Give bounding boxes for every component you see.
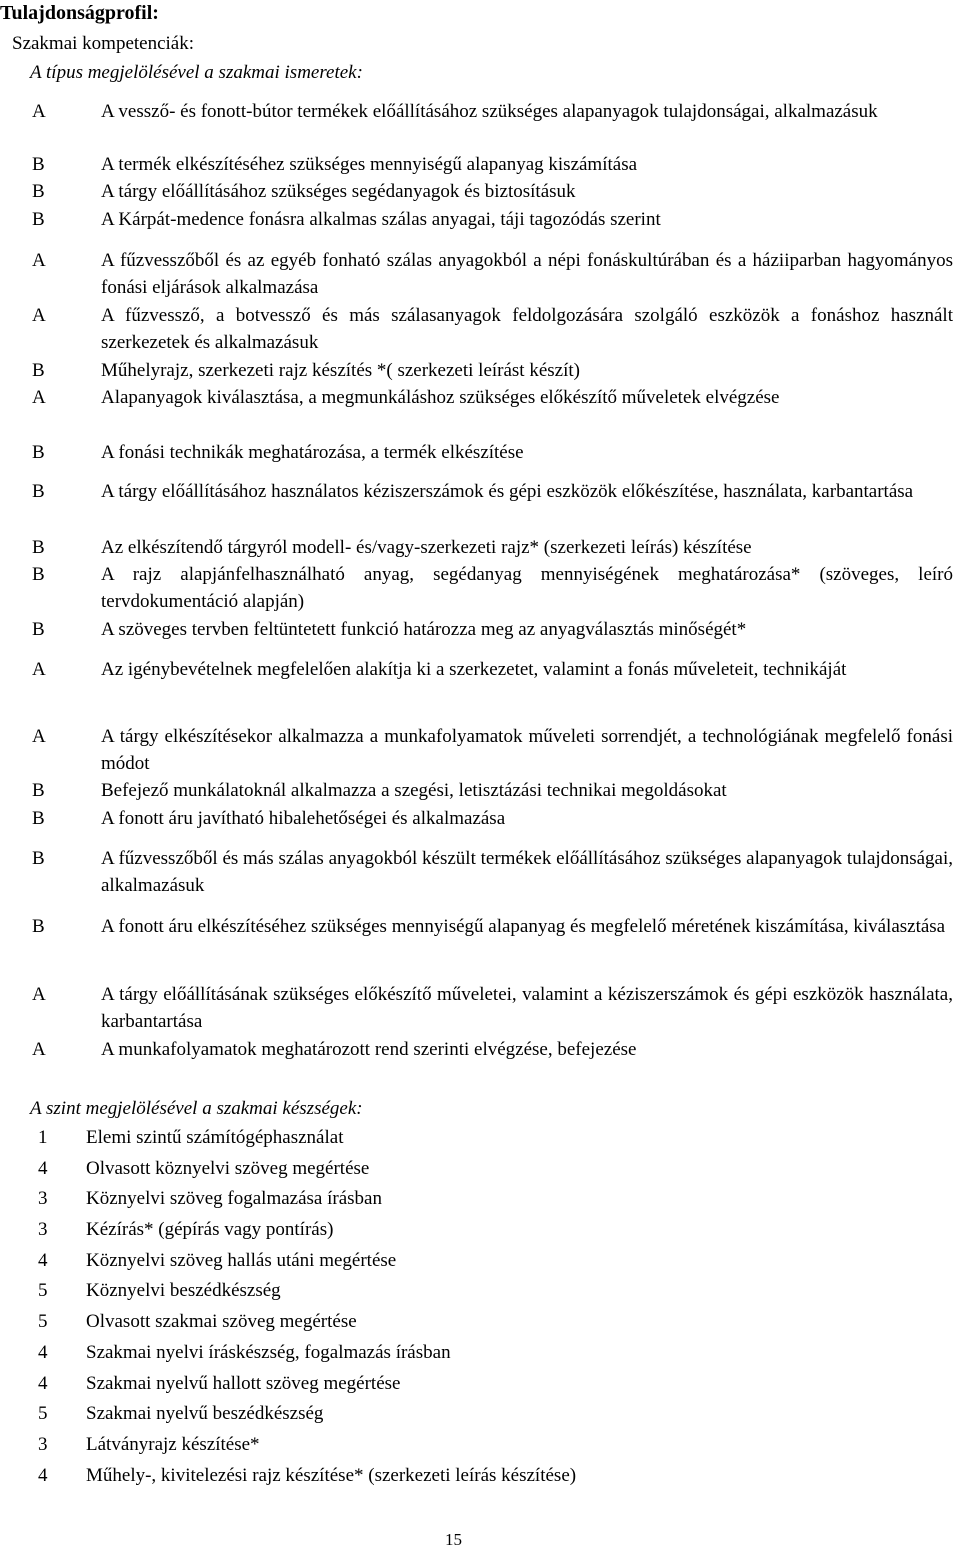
knowledge-type: A — [32, 305, 46, 326]
knowledge-text: A fonott áru elkészítéséhez szükséges mennyiségű alapanyag és megfelelő méretének kiszámítása, kiválasztása — [101, 916, 946, 937]
knowledge-type: B — [32, 780, 45, 801]
list-item — [0, 1216, 960, 1246]
knowledge-text: A fonott áru javítható hibalehetőségei és alkalmazása — [101, 808, 506, 829]
knowledge-type: B — [32, 209, 45, 230]
skill-level: 3 — [38, 1434, 48, 1455]
skills-heading: A szint megjelölésével a szakmai készségek: — [30, 1098, 363, 1119]
list-item — [0, 1124, 960, 1154]
skill-text: Olvasott köznyelvi szöveg megértése — [86, 1158, 370, 1179]
skill-level: 3 — [38, 1219, 48, 1240]
knowledge-text: A rajz alapjánfelhasználható anyag, segédanyag mennyiségének meghatározása* (szöveges, leíró tervdokumentáció alapján) — [101, 564, 953, 612]
knowledge-type: B — [32, 181, 45, 202]
skill-level: 4 — [38, 1465, 48, 1486]
skill-level: 4 — [38, 1158, 48, 1179]
list-item — [0, 1462, 960, 1492]
knowledge-text: A Kárpát-medence fonásra alkalmas szálas anyagai, táji tagozódás szerint — [101, 209, 661, 230]
knowledge-text: A termék elkészítéséhez szükséges mennyiségű alapanyag kiszámítása — [101, 154, 638, 175]
skill-text: Elemi szintű számítógéphasználat — [86, 1127, 344, 1148]
list-item — [0, 1339, 960, 1369]
knowledge-text: Befejező munkálatoknál alkalmazza a szegési, letisztázási technikai megoldásokat — [101, 780, 727, 801]
list-item — [0, 1247, 960, 1277]
knowledge-type: A — [32, 984, 46, 1005]
skill-text: Köznyelvi beszédkészség — [86, 1280, 281, 1301]
knowledge-type: B — [32, 537, 45, 558]
knowledge-type: B — [32, 442, 45, 463]
skill-text: Kézírás* (gépírás vagy pontírás) — [86, 1219, 334, 1240]
knowledge-type: B — [32, 848, 45, 869]
knowledge-text: A szöveges tervben feltüntetett funkció határozza meg az anyagválasztás minőségét* — [101, 619, 747, 640]
knowledge-type: A — [32, 659, 46, 680]
skill-text: Köznyelvi szöveg hallás utáni megértése — [86, 1250, 397, 1271]
skill-level: 4 — [38, 1373, 48, 1394]
list-item — [0, 1431, 960, 1461]
skill-level: 5 — [38, 1403, 48, 1424]
knowledge-type: A — [32, 726, 46, 747]
knowledge-text: A tárgy előállításának szükséges előkészítő műveletei, valamint a kéziszerszámok és gépi eszközök használata, karbantartása — [101, 984, 953, 1032]
skill-text: Olvasott szakmai szöveg megértése — [86, 1311, 357, 1332]
skill-text: Szakmai nyelvű hallott szöveg megértése — [86, 1373, 401, 1394]
knowledge-text: A fűzvessző, a botvessző és más szálasanyagok feldolgozására szolgáló eszközök a fonáshoz használt szerkezetek és alkalmazásuk — [101, 305, 953, 353]
knowledge-text: A fonási technikák meghatározása, a termék elkészítése — [101, 442, 524, 463]
knowledge-text: A munkafolyamatok meghatározott rend szerinti elvégzése, befejezése — [101, 1039, 637, 1060]
skill-level: 4 — [38, 1250, 48, 1271]
skill-level: 5 — [38, 1311, 48, 1332]
list-item — [0, 1308, 960, 1338]
skill-text: Szakmai nyelvű beszédkészség — [86, 1403, 324, 1424]
knowledge-text: A tárgy előállításához szükséges segédanyagok és biztosításuk — [101, 181, 576, 202]
knowledge-type: B — [32, 154, 45, 175]
knowledge-text: A tárgy elkészítésekor alkalmazza a munkafolyamatok műveleti sorrendjét, a technológiának megfelelő fonási módot — [101, 726, 953, 774]
section-heading: Szakmai kompetenciák: — [12, 33, 195, 54]
knowledge-text: Az igénybevételnek megfelelően alakítja ki a szerkezetet, valamint a fonás műveleteit, technikáját — [101, 659, 847, 680]
skill-level: 1 — [38, 1127, 48, 1148]
page-title: Tulajdonságprofil: — [0, 2, 159, 24]
knowledge-type: B — [32, 564, 45, 585]
knowledge-heading: A típus megjelölésével a szakmai ismeretek: — [30, 62, 363, 83]
list-item — [0, 1370, 960, 1400]
knowledge-text: Műhelyrajz, szerkezeti rajz készítés *( szerkezeti leírást készít) — [101, 360, 580, 381]
knowledge-type: A — [32, 101, 46, 122]
list-item — [0, 1400, 960, 1430]
page-number: 15 — [445, 1530, 462, 1549]
knowledge-text: A fűzvesszőből és más szálas anyagokból készült termékek előállításához szükséges alapanyagok tulajdonságai, alkalmazásuk — [101, 848, 953, 896]
skill-level: 4 — [38, 1342, 48, 1363]
knowledge-text: A tárgy előállításához használatos kéziszerszámok és gépi eszközök előkészítése, használata, karbantartása — [101, 481, 914, 502]
list-item — [0, 1185, 960, 1215]
knowledge-text: A vessző- és fonott-bútor termékek előállításához szükséges alapanyagok tulajdonságai, alkalmazásuk — [101, 101, 878, 122]
skill-text: Szakmai nyelvi íráskészség, fogalmazás írásban — [86, 1342, 451, 1363]
skill-text: Látványrajz készítése* — [86, 1434, 260, 1455]
knowledge-type: B — [32, 360, 45, 381]
skill-text: Köznyelvi szöveg fogalmazása írásban — [86, 1188, 382, 1209]
knowledge-text: Az elkészítendő tárgyról modell- és/vagy-szerkezeti rajz* (szerkezeti leírás) készítése — [101, 537, 752, 558]
knowledge-type: A — [32, 1039, 46, 1060]
knowledge-type: A — [32, 250, 46, 271]
knowledge-text: A fűzvesszőből és az egyéb fonható szálas anyagokból a népi fonáskultúrában és a háziiparban hagyományos fonási eljárások alkalmazása — [101, 250, 953, 298]
knowledge-type: B — [32, 481, 45, 502]
knowledge-type: B — [32, 916, 45, 937]
list-item — [0, 1277, 960, 1307]
skill-text: Műhely-, kivitelezési rajz készítése* (szerkezeti leírás készítése) — [86, 1465, 577, 1486]
list-item — [0, 1155, 960, 1185]
knowledge-type: B — [32, 619, 45, 640]
skill-level: 5 — [38, 1280, 48, 1301]
knowledge-type: B — [32, 808, 45, 829]
knowledge-text: Alapanyagok kiválasztása, a megmunkáláshoz szükséges előkészítő műveletek elvégzése — [101, 387, 780, 408]
knowledge-type: A — [32, 387, 46, 408]
skill-level: 3 — [38, 1188, 48, 1209]
